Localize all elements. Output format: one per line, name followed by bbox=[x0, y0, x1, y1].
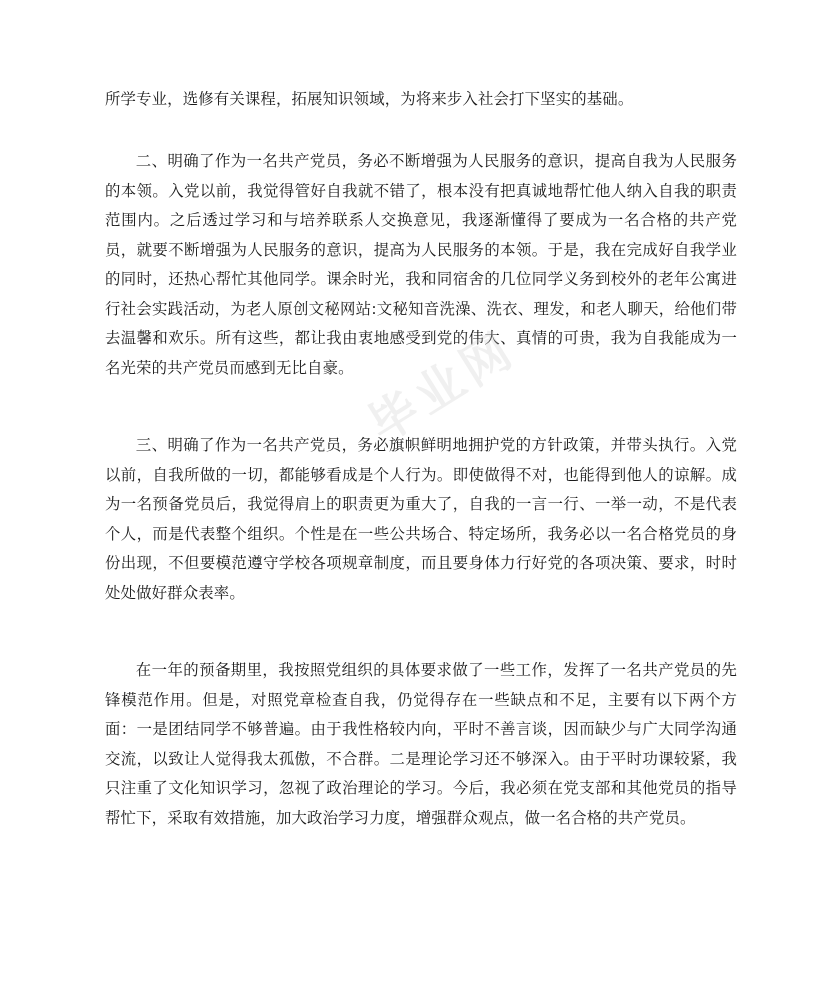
paragraph-party-policy: 三、明确了作为一名共产党员，务必旗帜鲜明地拥护党的方针政策，并带头执行。入党以前，自我所做的一切，都能够看成是个人行为。即使做得不对，也能得到他人的谅解。成为一名预备党员后，我觉得肩上的职责更为重大了，自我的一言一行、一举一动，不是代表个人，而是代表整个组织。个性是在一些公共场合、特定场所，我务必以一名合格党员的身份出现，不但要模范遵守学校各项规章制度，而且要身体力行好党的各项决策、要求，时时处处做好群众表率。 bbox=[105, 436, 737, 602]
watermark-text: 毕业网 bbox=[358, 320, 526, 454]
paragraph-continuation: 所学专业，选修有关课程，拓展知识领域，为将来步入社会打下坚实的基础。 bbox=[105, 90, 634, 108]
paragraph-self-review: 在一年的预备期里，我按照党组织的具体要求做了一些工作，发挥了一名共产党员的先锋模范作用。但是，对照党章检查自我，仍觉得存在一些缺点和不足，主要有以下两个方面：一是团结同学不够普遍。由于我性格较内向，平时不善言谈，因而缺少与广大同学沟通交流，以致让人觉得我太孤傲，不合群。二是理论学习还不够深入。由于平时功课较紧，我只注重了文化知识学习，忽视了政治理论的学习。今后，我必须在党支部和其他党员的指导帮忙下，采取有效措施，加大政治学习力度，增强群众观点，做一名合格的共产党员。 bbox=[105, 661, 737, 827]
paragraph-serve-people: 二、明确了作为一名共产党员，务必不断增强为人民服务的意识，提高自我为人民服务的本领。入党以前，我觉得管好自我就不错了，根本没有把真诚地帮忙他人纳入自我的职责范围内。之后透过学习和与培养联系人交换意见，我逐渐懂得了要成为一名合格的共产党员，就要不断增强为人民服务的意识，提高为人民服务的本领。于是，我在完成好自我学业的同时，还热心帮忙其他同学。课余时光，我和同宿舍的几位同学义务到校外的老年公寓进行社会实践活动，为老人原创文秘网站:文秘知音洗澡、洗衣、理发，和老人聊天，给他们带去温馨和欢乐。所有这些，都让我由衷地感受到党的伟大、真情的可贵，我为自我能成为一名光荣的共产党员而感到无比自豪。 bbox=[105, 152, 737, 377]
